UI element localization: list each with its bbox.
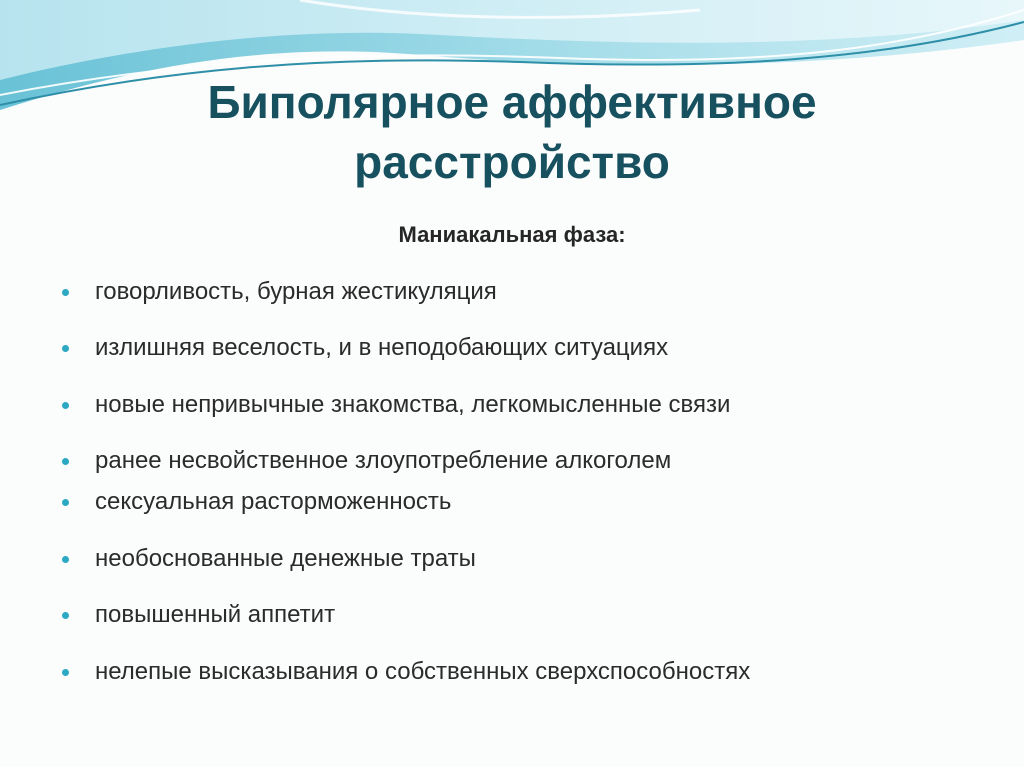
list-item bbox=[62, 656, 1002, 688]
bullet-dot-icon bbox=[62, 458, 69, 465]
bullet-dot-icon bbox=[62, 289, 69, 296]
list-item bbox=[62, 332, 1002, 364]
bullet-dot-icon bbox=[62, 612, 69, 619]
list-item-text: говорливость, бурная жестикуляция bbox=[95, 278, 497, 305]
list-item bbox=[62, 445, 1002, 477]
list-item-text: необоснованные денежные траты bbox=[95, 545, 476, 572]
bullet-dot-icon bbox=[62, 556, 69, 563]
list-item-text: нелепые высказывания о собственных сверхспособностях bbox=[95, 658, 751, 685]
list-item bbox=[62, 389, 1002, 421]
list-item-text: повышенный аппетит bbox=[95, 601, 336, 628]
list-item-text: излишняя веселость, и в неподобающих ситуациях bbox=[95, 334, 669, 361]
list-item bbox=[62, 486, 1002, 518]
bullet-dot-icon bbox=[62, 345, 69, 352]
list-item bbox=[62, 543, 1002, 575]
list-item bbox=[62, 599, 1002, 631]
bullet-dot-icon bbox=[62, 669, 69, 676]
slide-subtitle: Маниакальная фаза: bbox=[398, 222, 626, 247]
list-item-text: ранее несвойственное злоупотребление алкоголем bbox=[95, 447, 672, 474]
slide-title bbox=[0, 72, 1024, 192]
bullet-dot-icon bbox=[62, 402, 69, 409]
list-item bbox=[62, 276, 1002, 308]
bullet-dot-icon bbox=[62, 499, 69, 506]
list-item-text: сексуальная расторможенность bbox=[95, 488, 452, 515]
list-item-text: новые непривычные знакомства, легкомысленные связи bbox=[95, 391, 731, 418]
title-line-1: Биполярное аффективное bbox=[207, 76, 817, 128]
title-line-2: расстройство bbox=[354, 136, 670, 188]
